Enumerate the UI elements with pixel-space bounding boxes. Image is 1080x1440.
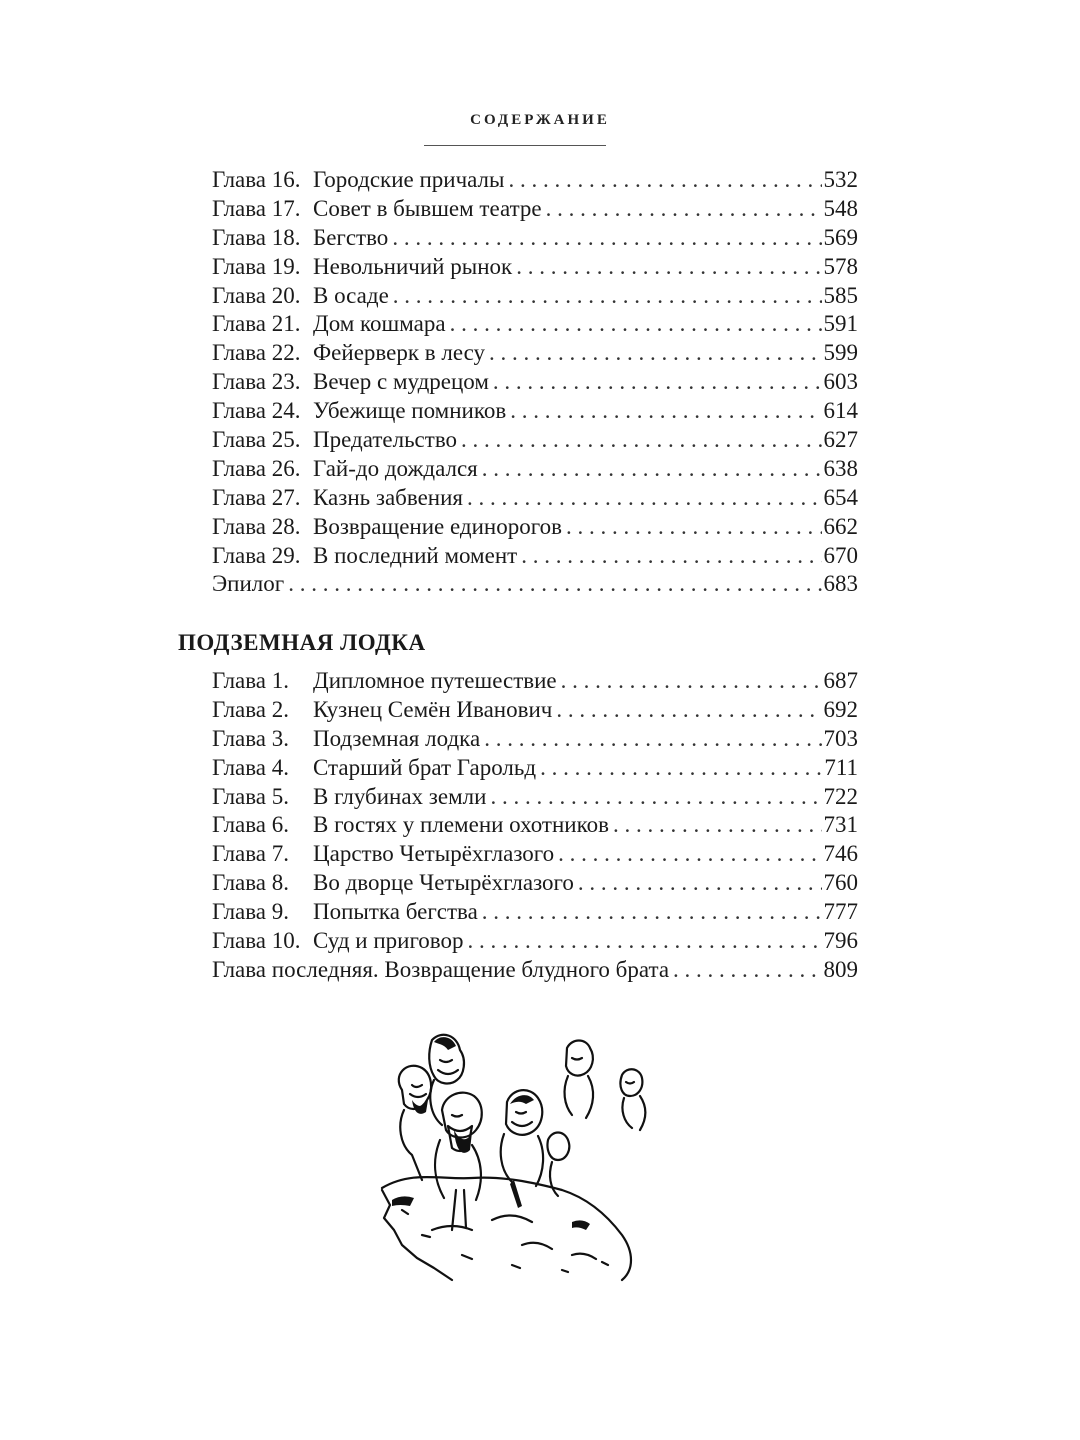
dot-leader: [467, 484, 821, 513]
dot-leader: [288, 570, 821, 599]
page-number: 603: [823, 369, 858, 395]
page-number: 703: [823, 725, 858, 751]
toc-entry-label: [212, 898, 478, 927]
toc-entry: [212, 811, 858, 840]
toc-part1: [212, 166, 858, 599]
toc-entry: [212, 542, 858, 571]
chapter-number: Глава 17.: [212, 195, 301, 221]
toc-entry: [212, 667, 858, 696]
toc-entry: [212, 725, 858, 754]
toc-entry-label: [212, 869, 574, 898]
chapter-number: Глава 29.: [212, 542, 301, 568]
toc-entry: [212, 754, 858, 783]
toc-entry-label: [212, 956, 669, 985]
toc-entry: [212, 426, 858, 455]
toc-entry-label: [212, 310, 446, 339]
toc-entry-label: [212, 725, 480, 754]
chapter-number: Глава 24.: [212, 398, 301, 424]
chapter-title: Старший брат Гарольд: [313, 754, 537, 780]
page-number: 591: [823, 311, 858, 337]
page-number: 796: [823, 928, 858, 954]
toc-entry: [212, 898, 858, 927]
toc-entry-label: [212, 253, 512, 282]
toc-entry: [212, 224, 858, 253]
page-number: 670: [823, 542, 858, 568]
page-number: 585: [823, 282, 858, 308]
toc-entry-label: [212, 339, 485, 368]
chapter-title: Попытка бегства: [313, 899, 478, 925]
toc-entry: [212, 368, 858, 397]
toc-entry: [212, 253, 858, 282]
chapter-number: Глава 27.: [212, 484, 301, 510]
chapter-number: Глава 22.: [212, 340, 301, 366]
toc-entry: [212, 869, 858, 898]
chapter-number: Глава 18.: [212, 224, 301, 250]
toc-entry: [212, 840, 858, 869]
toc-entry-label: [212, 783, 486, 812]
page-number: 627: [823, 427, 858, 453]
toc-entry: [212, 195, 858, 224]
toc-entry-label: [212, 166, 505, 195]
dot-leader: [546, 195, 822, 224]
toc-entry-label: [212, 667, 557, 696]
chapter-number: Глава 23.: [212, 369, 301, 395]
page-number: 809: [823, 956, 858, 982]
chapter-number: Глава 2.: [212, 696, 290, 722]
dot-leader: [484, 725, 821, 754]
chapter-number: Глава 21.: [212, 311, 301, 337]
dot-leader: [393, 282, 822, 311]
chapter-title: В последний момент: [313, 542, 518, 568]
toc-entry-label: [212, 696, 552, 725]
chapter-number: Глава 6.: [212, 812, 290, 838]
dot-leader: [561, 667, 822, 696]
chapter-title: Глава последняя. Возвращение блудного брата: [212, 956, 670, 982]
chapter-title: Кузнец Семён Иванович: [313, 696, 553, 722]
toc-entry: [212, 339, 858, 368]
dot-leader: [521, 542, 821, 571]
toc-entry: [212, 455, 858, 484]
chapter-title: Совет в бывшем театре: [313, 195, 542, 221]
header-rule: [424, 145, 606, 146]
toc-entry-label: [212, 368, 489, 397]
chapter-title: Подземная лодка: [313, 725, 481, 751]
chapter-title: В гостях у племени охотников: [313, 812, 609, 838]
toc-entry-label: [212, 224, 388, 253]
toc-entry-label: [212, 570, 284, 599]
toc-entry-label: [212, 513, 562, 542]
toc-entry-label: [212, 484, 463, 513]
page-number: 746: [823, 841, 858, 867]
toc-entry: [212, 166, 858, 195]
toc-entry: [212, 484, 858, 513]
dot-leader: [613, 811, 822, 840]
chapter-title: Возвращение единорогов: [313, 513, 562, 539]
section-title: ПОДЗЕМНАЯ ЛОДКА: [178, 630, 426, 655]
chapter-number: Глава 9.: [212, 899, 290, 925]
toc-part2: [212, 667, 858, 985]
dot-leader: [482, 898, 822, 927]
chapter-number: Глава 3.: [212, 725, 290, 751]
chapter-number: Глава 5.: [212, 783, 290, 809]
chapter-number: Глава 1.: [212, 668, 290, 693]
chapter-title: Фейерверк в лесу: [313, 340, 486, 366]
chapter-title: Дипломное путешествие: [313, 668, 557, 693]
chapter-title: В осаде: [313, 282, 389, 308]
toc-entry-label: [212, 811, 609, 840]
chapter-title: Предательство: [313, 427, 458, 453]
toc-entry: [212, 282, 858, 311]
chapter-number: Глава 26.: [212, 455, 301, 481]
toc-entry: [212, 397, 858, 426]
toc-entry-label: [212, 282, 389, 311]
dot-leader: [516, 253, 821, 282]
toc-entry: [212, 696, 858, 725]
dot-leader: [578, 869, 822, 898]
dot-leader: [558, 840, 821, 869]
dot-leader: [489, 339, 821, 368]
toc-entry: [212, 310, 858, 339]
chapter-number: Глава 20.: [212, 282, 301, 308]
toc-entry-label: [212, 397, 506, 426]
toc-entry: [212, 570, 858, 599]
toc-entry-label: [212, 426, 457, 455]
dot-leader: [392, 224, 821, 253]
toc-entry: [212, 783, 858, 812]
page-number: 548: [823, 195, 858, 221]
chapter-title: Суд и приговор: [313, 928, 464, 954]
page-number: 711: [824, 754, 858, 780]
page-number: 760: [823, 870, 858, 896]
chapter-number: Глава 19.: [212, 253, 301, 279]
chapter-title: Эпилог: [212, 571, 285, 597]
dot-leader: [493, 368, 822, 397]
toc-entry-label: [212, 455, 478, 484]
chapter-title: Во дворце Четырёхглазого: [313, 870, 574, 896]
page-number: 578: [823, 253, 858, 279]
chapter-number: Глава 10.: [212, 928, 301, 954]
page-number: 683: [823, 571, 858, 597]
chapter-title: Царство Четырёхглазого: [313, 841, 555, 867]
toc-entry-label: [212, 195, 542, 224]
page-number: 777: [823, 899, 858, 925]
chapter-title: Городские причалы: [313, 167, 505, 192]
gnomes-illustration: [372, 1030, 672, 1288]
chapter-title: Гай-до дождался: [313, 455, 478, 481]
chapter-number: Глава 7.: [212, 841, 290, 867]
page-number: 638: [823, 455, 858, 481]
page-number: 599: [823, 340, 858, 366]
dot-leader: [461, 426, 821, 455]
dot-leader: [482, 455, 822, 484]
chapter-number: Глава 28.: [212, 513, 301, 539]
toc-entry: [212, 956, 858, 985]
chapter-title: Бегство: [313, 224, 389, 250]
page-number: 569: [823, 224, 858, 250]
chapter-title: Казнь забвения: [313, 484, 464, 510]
chapter-number: Глава 25.: [212, 427, 301, 453]
dot-leader: [673, 956, 821, 985]
running-head: СОДЕРЖАНИЕ: [470, 112, 610, 128]
toc-entry-label: [212, 542, 517, 571]
dot-leader: [540, 754, 822, 783]
chapter-number: Глава 8.: [212, 870, 290, 896]
toc-entry: [212, 927, 858, 956]
page-number: 532: [823, 167, 858, 192]
toc-entry-label: [212, 840, 554, 869]
page-number: 614: [823, 398, 858, 424]
dot-leader: [556, 696, 821, 725]
page-number: 687: [823, 668, 858, 693]
chapter-title: Вечер с мудрецом: [313, 369, 489, 395]
dot-leader: [490, 783, 821, 812]
dot-leader: [566, 513, 822, 542]
dot-leader: [510, 397, 821, 426]
dot-leader: [509, 166, 822, 195]
page-number: 731: [823, 812, 858, 838]
page-number: 692: [823, 696, 858, 722]
toc-entry-label: [212, 927, 464, 956]
chapter-title: Невольничий рынок: [313, 253, 513, 279]
dot-leader: [468, 927, 822, 956]
chapter-title: Дом кошмара: [313, 311, 446, 337]
chapter-number: Глава 4.: [212, 754, 290, 780]
toc-entry: [212, 513, 858, 542]
chapter-title: В глубинах земли: [313, 783, 487, 809]
chapter-number: Глава 16.: [212, 167, 301, 192]
dot-leader: [450, 310, 822, 339]
page-number: 722: [823, 783, 858, 809]
page-number: 662: [823, 513, 858, 539]
chapter-title: Убежище помников: [313, 398, 507, 424]
toc-entry-label: [212, 754, 536, 783]
page-number: 654: [823, 484, 858, 510]
